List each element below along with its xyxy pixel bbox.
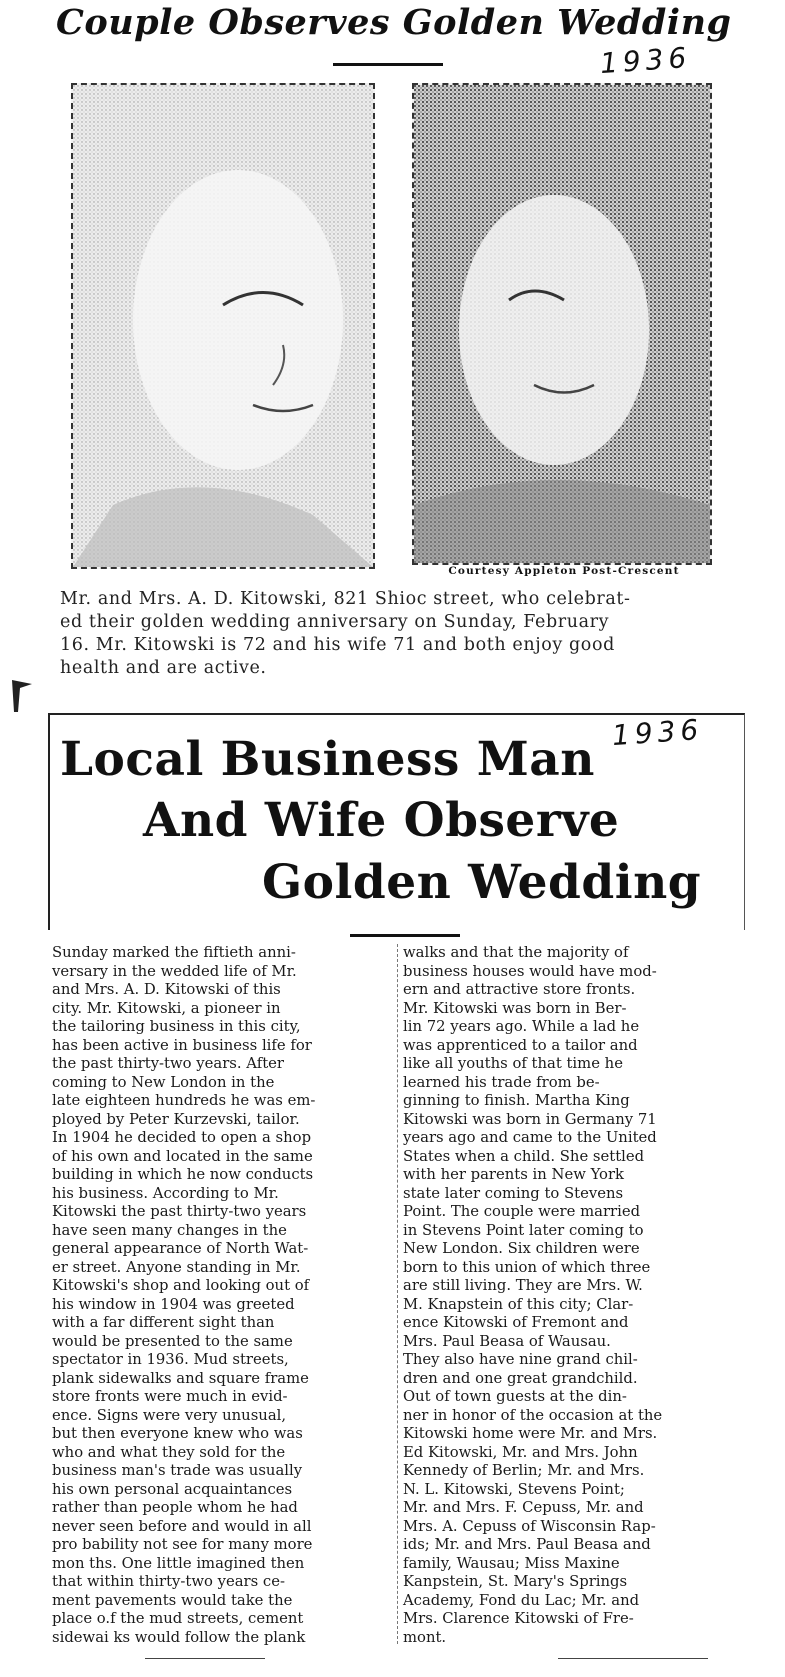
handwritten-year: 1936 bbox=[598, 40, 693, 81]
article-line: ern and attractive store fronts. bbox=[403, 981, 636, 998]
article-line: like all youths of that time he bbox=[403, 1055, 623, 1072]
article-line: his business. According to Mr. bbox=[52, 1184, 279, 1202]
article-line: with her parents in New York bbox=[403, 1166, 625, 1183]
photo-mrs-kitowski bbox=[412, 83, 712, 565]
article-line: Kennedy of Berlin; Mr. and Mrs. bbox=[403, 1462, 645, 1479]
article-line: ginning to finish. Martha King bbox=[403, 1092, 630, 1109]
article-line: dren and one great grandchild. bbox=[403, 1369, 638, 1387]
article-line: Mr. and Mrs. F. Cepuss, Mr. and bbox=[403, 1499, 644, 1516]
article-line: of his own and located in the same bbox=[52, 1147, 313, 1165]
photo-caption bbox=[60, 588, 732, 680]
article-column-left bbox=[52, 944, 390, 1647]
column-divider bbox=[397, 944, 399, 1644]
article-line: place o.f the mud streets, cement bbox=[52, 1610, 304, 1627]
article-line: Ed Kitowski, Mr. and Mrs. John bbox=[403, 1443, 638, 1461]
article-line: late eighteen hundreds he was em- bbox=[52, 1092, 316, 1109]
article-line: In 1904 he decided to open a shop bbox=[52, 1129, 312, 1146]
article-line: Sunday marked the fiftieth anni- bbox=[52, 944, 296, 961]
article-line: would be presented to the same bbox=[52, 1332, 293, 1350]
article-line: was apprenticed to a tailor and bbox=[403, 1036, 638, 1054]
article-line: have seen many changes in the bbox=[52, 1221, 287, 1239]
article-line: ployed by Peter Kurzevski, tailor. bbox=[52, 1110, 300, 1128]
article-line: general appearance of North Wat- bbox=[52, 1240, 309, 1257]
article-line: that within thirty-two years ce- bbox=[52, 1573, 285, 1590]
article-line: Kitowski the past thirty-two years bbox=[52, 1203, 307, 1220]
article-line: never seen before and would in all bbox=[52, 1517, 312, 1535]
article-line: Kitowski's shop and looking out of bbox=[52, 1277, 310, 1294]
article-line: state later coming to Stevens bbox=[403, 1184, 624, 1202]
article-line: the tailoring business in this city, bbox=[52, 1018, 301, 1035]
article-line: ment pavements would take the bbox=[52, 1591, 293, 1609]
headline-couple-observes: Couple Observes Golden Wedding bbox=[56, 2, 732, 43]
headline-line: And Wife Observe bbox=[143, 793, 620, 848]
article-line: Out of town guests at the din- bbox=[403, 1388, 627, 1405]
article-line: business man's trade was usually bbox=[52, 1462, 303, 1479]
article-line: who and what they sold for the bbox=[52, 1443, 286, 1461]
article-line: plank sidewalks and square frame bbox=[52, 1369, 309, 1387]
article-line: Kitowski home were Mr. and Mrs. bbox=[403, 1425, 658, 1442]
article-line: N. L. Kitowski, Stevens Point; bbox=[403, 1480, 625, 1498]
caption-line: 16. Mr. Kitowski is 72 and his wife 71 and both enjoy good bbox=[60, 635, 615, 655]
headline-rule bbox=[350, 934, 460, 937]
photo-credit: Courtesy Appleton Post-Crescent bbox=[448, 565, 680, 577]
end-rule-right bbox=[558, 1658, 708, 1659]
caption-line: Mr. and Mrs. A. D. Kitowski, 821 Shioc street, who celebrat- bbox=[60, 589, 631, 609]
article-line: coming to New London in the bbox=[52, 1073, 275, 1091]
article-line: mon ths. One little imagined then bbox=[52, 1554, 305, 1572]
article-line: his window in 1904 was greeted bbox=[52, 1295, 295, 1313]
article-line: years ago and came to the United bbox=[403, 1129, 657, 1146]
article-line: but then everyone knew who was bbox=[52, 1425, 303, 1442]
article-line: city. Mr. Kitowski, a pioneer in bbox=[52, 999, 281, 1017]
article-line: Point. The couple were married bbox=[403, 1203, 641, 1220]
article-line: are still living. They are Mrs. W. bbox=[403, 1277, 643, 1294]
article-line: mont. bbox=[403, 1628, 447, 1646]
article-line: ence. Signs were very unusual, bbox=[52, 1406, 287, 1424]
article-line: lin 72 years ago. While a lad he bbox=[403, 1018, 640, 1035]
article-line: rather than people whom he had bbox=[52, 1499, 298, 1516]
article-line: pro bability not see for many more bbox=[52, 1536, 313, 1553]
article-line: versary in the wedded life of Mr. bbox=[52, 962, 297, 980]
article-line: Mr. Kitowski was born in Ber- bbox=[403, 999, 627, 1017]
article-line: and Mrs. A. D. Kitowski of this bbox=[52, 981, 281, 998]
article-line: sidewai ks would follow the plank bbox=[52, 1628, 306, 1646]
article-line: Kanpstein, St. Mary's Springs bbox=[403, 1573, 628, 1590]
article-line: They also have nine grand chil- bbox=[403, 1351, 638, 1368]
article-line: building in which he now conducts bbox=[52, 1166, 314, 1183]
article-line: walks and that the majority of bbox=[403, 944, 629, 961]
article-line: ner in honor of the occasion at the bbox=[403, 1406, 663, 1424]
article-line: ence Kitowski of Fremont and bbox=[403, 1314, 629, 1331]
article-line: States when a child. She settled bbox=[403, 1147, 645, 1165]
article-line: his own personal acquaintances bbox=[52, 1480, 293, 1498]
handwritten-year: 1936 bbox=[610, 712, 705, 753]
end-rule-left bbox=[145, 1658, 265, 1659]
article-line: New London. Six children were bbox=[403, 1240, 640, 1257]
caption-line: health and are active. bbox=[60, 658, 267, 678]
headline-line: Local Business Man bbox=[60, 732, 595, 787]
article-line: learned his trade from be- bbox=[403, 1073, 600, 1091]
article-column-right bbox=[403, 944, 733, 1647]
article-line: er street. Anyone standing in Mr. bbox=[52, 1258, 301, 1276]
photo-mr-kitowski bbox=[71, 83, 375, 569]
article-line: Mrs. Clarence Kitowski of Fre- bbox=[403, 1610, 634, 1627]
article-line: Academy, Fond du Lac; Mr. and bbox=[403, 1591, 640, 1609]
article-line: spectator in 1936. Mud streets, bbox=[52, 1351, 289, 1368]
article-line: the past thirty-two years. After bbox=[52, 1055, 284, 1072]
article-line: store fronts were much in evid- bbox=[52, 1388, 288, 1405]
article-line: Kitowski was born in Germany 71 bbox=[403, 1110, 657, 1128]
margin-mark-icon bbox=[8, 678, 34, 714]
article-line: has been active in business life for bbox=[52, 1036, 312, 1054]
article-line: in Stevens Point later coming to bbox=[403, 1221, 644, 1239]
article-line: business houses would have mod- bbox=[403, 962, 657, 980]
article-line: born to this union of which three bbox=[403, 1258, 651, 1276]
caption-line: ed their golden wedding anniversary on Sunday, February bbox=[60, 612, 610, 632]
headline-line: Golden Wedding bbox=[262, 855, 702, 910]
headline-rule bbox=[333, 63, 443, 66]
article-line: ids; Mr. and Mrs. Paul Beasa and bbox=[403, 1536, 651, 1553]
article-line: Mrs. Paul Beasa of Wausau. bbox=[403, 1332, 611, 1350]
article-line: family, Wausau; Miss Maxine bbox=[403, 1554, 620, 1572]
article-line: with a far different sight than bbox=[52, 1314, 275, 1331]
article-line: M. Knapstein of this city; Clar- bbox=[403, 1295, 634, 1313]
article-line: Mrs. A. Cepuss of Wisconsin Rap- bbox=[403, 1517, 656, 1535]
